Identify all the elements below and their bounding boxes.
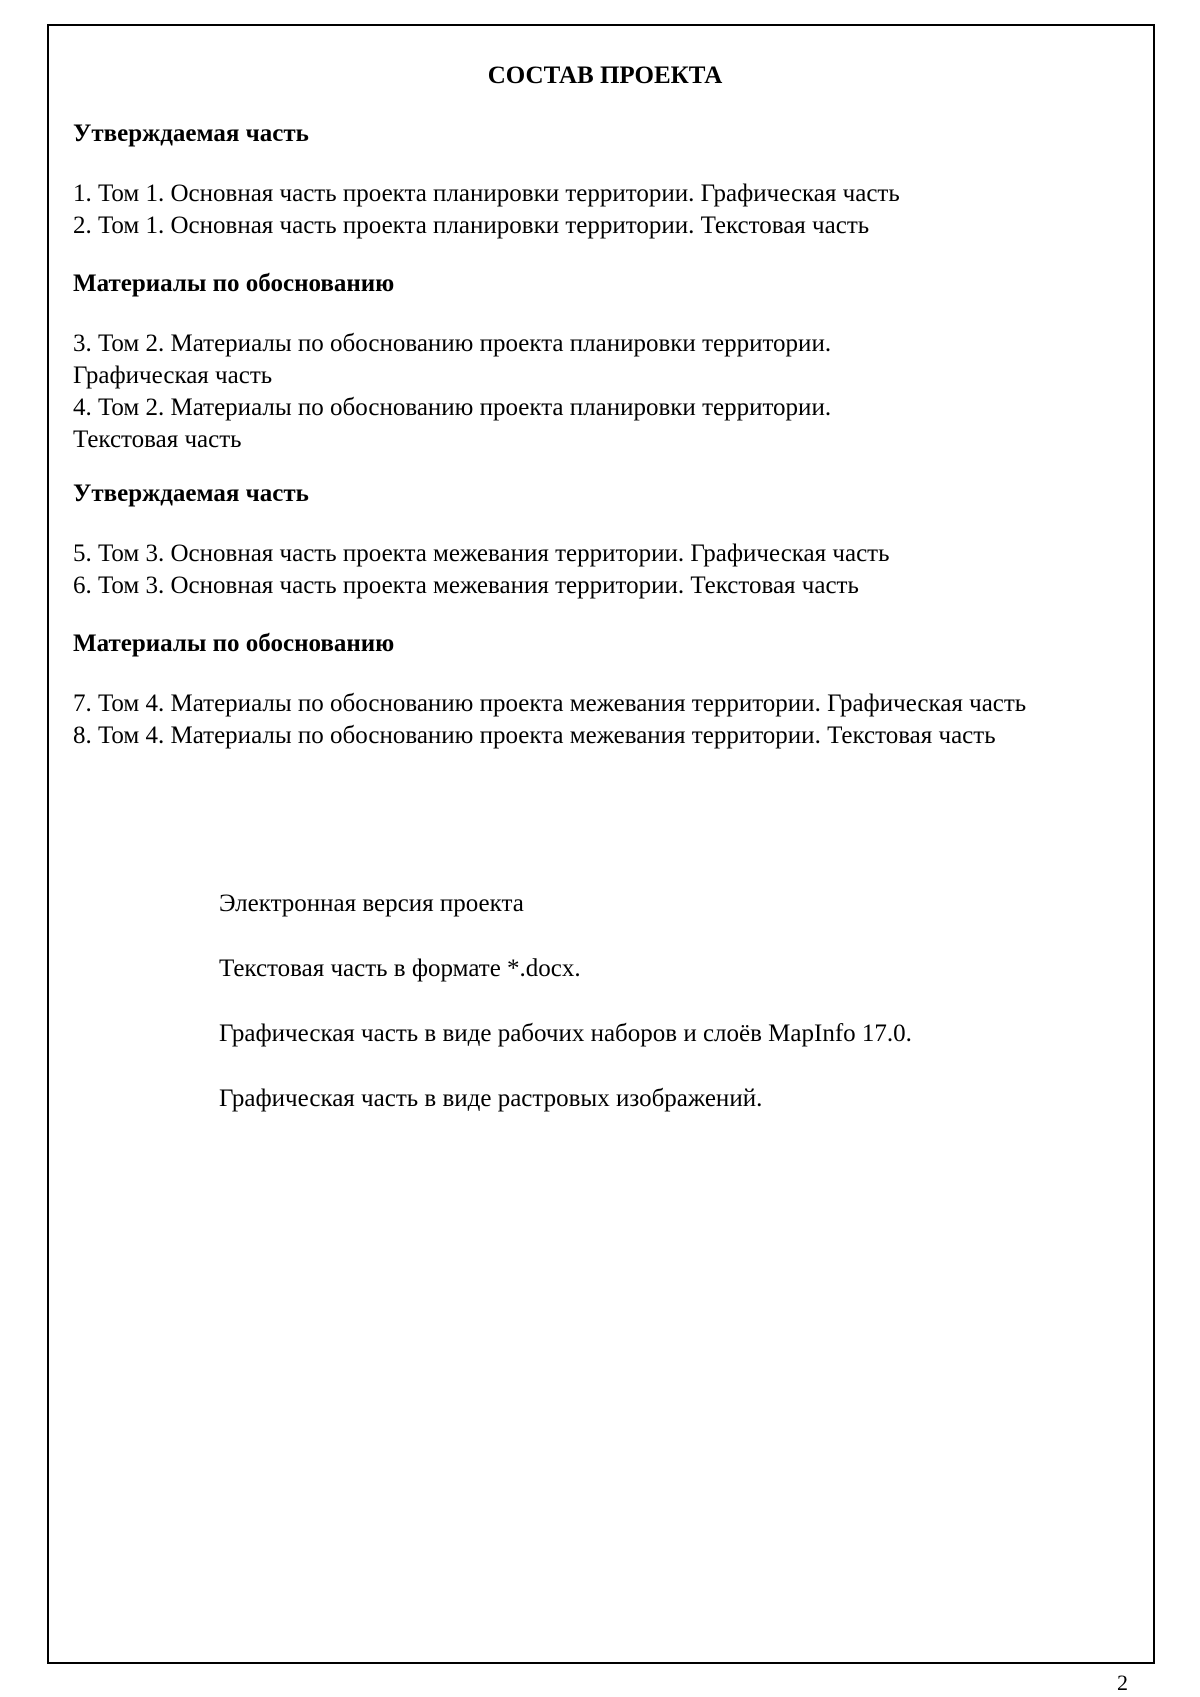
page-number: 2 bbox=[1117, 1670, 1128, 1695]
section-approved-surveying bbox=[73, 478, 309, 510]
section-approved-planning-items bbox=[73, 178, 1135, 242]
list-item: 6. Том 3. Основная часть проекта межевания территории. Текстовая часть bbox=[73, 572, 859, 599]
section-heading: Утверждаемая часть bbox=[73, 120, 309, 147]
list-item: 8. Том 4. Материалы по обоснованию проекта межевания территории. Текстовая часть bbox=[73, 722, 996, 749]
list-item: 1. Том 1. Основная часть проекта планировки территории. Графическая часть bbox=[73, 180, 900, 207]
electronic-version-line: Графическая часть в виде рабочих наборов и слоёв MapInfo 17.0. bbox=[219, 1020, 912, 1047]
list-item: 4. Том 2. Материалы по обоснованию проекта планировки территории. Текстовая часть bbox=[73, 394, 832, 453]
section-justification-planning-items bbox=[73, 328, 933, 456]
section-justification-planning bbox=[73, 268, 394, 300]
list-item: 5. Том 3. Основная часть проекта межевания территории. Графическая часть bbox=[73, 540, 890, 567]
title-block bbox=[73, 60, 1137, 92]
section-heading: Материалы по обоснованию bbox=[73, 270, 395, 297]
section-approved-surveying-items bbox=[73, 538, 1135, 602]
section-heading: Утверждаемая часть bbox=[73, 480, 309, 507]
electronic-version-heading: Электронная версия проекта bbox=[219, 890, 524, 917]
list-item: 3. Том 2. Материалы по обоснованию проекта планировки территории. Графическая часть bbox=[73, 330, 832, 389]
section-heading: Материалы по обоснованию bbox=[73, 630, 395, 657]
section-approved-planning bbox=[73, 118, 309, 150]
section-justification-surveying-items bbox=[73, 688, 1135, 752]
list-item: 7. Том 4. Материалы по обоснованию проекта межевания территории. Графическая часть bbox=[73, 690, 1027, 717]
document-title: СОСТАВ ПРОЕКТА bbox=[487, 62, 723, 89]
list-item: 2. Том 1. Основная часть проекта планировки территории. Текстовая часть bbox=[73, 212, 870, 239]
electronic-version-line: Текстовая часть в формате *.docx. bbox=[219, 955, 581, 982]
section-justification-surveying bbox=[73, 628, 394, 660]
electronic-version-line: Графическая часть в виде растровых изображений. bbox=[219, 1085, 763, 1112]
